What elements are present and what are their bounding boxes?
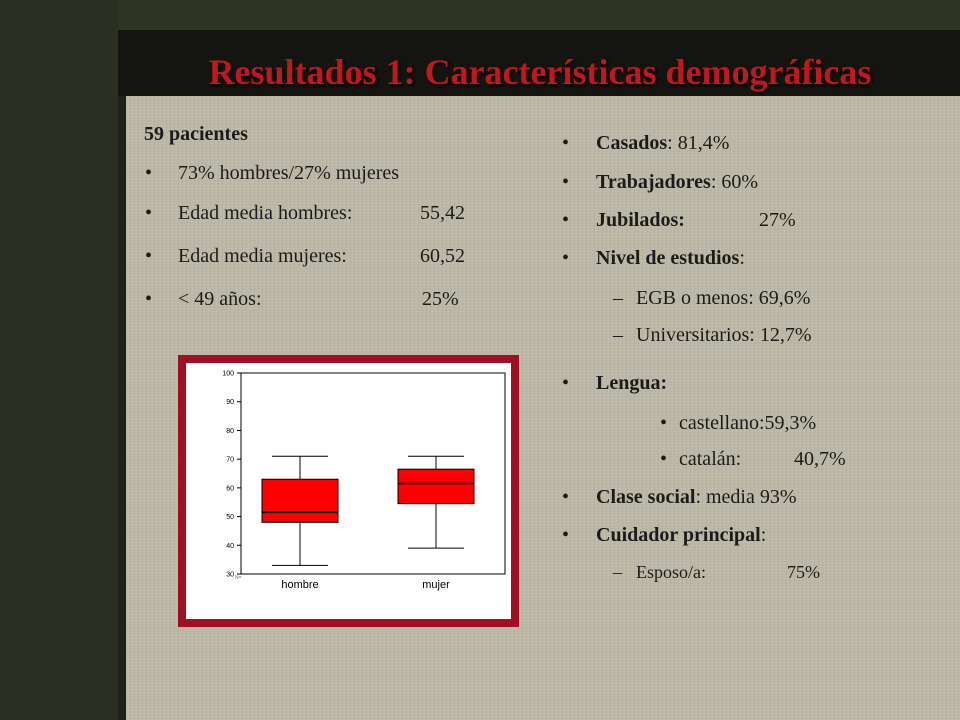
left-item-4-label: < 49 años: [178,288,262,310]
left-item-1-label: 73% hombres/27% mujeres [178,162,400,184]
right-item-estudios-rest: : [739,247,745,269]
left-item-3-value: 60,52 [420,245,465,267]
bullet: • [562,524,570,546]
right-item-jubilados-value: 27% [759,209,796,231]
y-tick-label: 40 [226,542,234,550]
left-heading: 59 pacientes [144,123,248,145]
chart-panel [186,363,511,619]
bullet: • [145,162,153,184]
left-item-4-value: 25% [422,288,459,310]
esposo-label: Esposo/a: [636,562,706,582]
y-tick-label: 30 [226,571,234,579]
bullet: • [660,412,668,434]
lengua-label: Lengua: [596,372,668,394]
right-item-trabajadores [596,170,758,194]
right-item-casados-rest: : 81,4% [667,132,730,154]
bullet: • [145,288,153,310]
bullet: • [562,171,570,193]
x-category-label: hombre [281,579,319,591]
n-label: N= [235,575,242,581]
y-tick-label: 70 [226,456,234,464]
chart-frame [178,355,519,627]
left-strip [0,0,118,720]
y-tick-label: 100 [222,370,234,378]
right-item-clase-bold: Clase social [596,486,696,508]
right-item-cuidador [596,523,766,547]
right-item-casados-bold: Casados [596,132,668,154]
esposo-value: 75% [787,562,820,582]
right-item-clase [596,485,797,509]
lengua-catalan-label: catalán: [679,448,742,470]
bullet: • [562,132,570,154]
box-mujer [398,469,474,503]
bullet: • [562,247,570,269]
estudios-dash: – [613,324,623,346]
box-hombre [262,479,338,522]
bullet: • [145,202,153,224]
lengua-castellano-value: 59,3% [764,412,817,434]
bullet: • [145,245,153,267]
lengua-castellano-label: castellano: [679,412,765,434]
esposo-dash: – [613,562,622,582]
bullet: • [562,209,570,231]
right-item-clase-rest: : media 93% [695,486,797,508]
lengua-catalan-value: 40,7% [794,448,846,470]
right-item-cuidador-bold: Cuidador principal [596,524,761,546]
right-item-trabajadores-bold: Trabajadores [596,171,711,193]
right-item-estudios-bold: Nivel de estudios [596,247,740,269]
right-item-trabajadores-rest: : 60% [710,171,759,193]
left-item-2-label: Edad media hombres: [178,202,353,224]
right-item-jubilados-label: Jubilados: [596,209,685,231]
y-tick-label: 60 [226,485,234,493]
x-category-label: mujer [422,579,450,591]
left-shadow [118,30,126,720]
estudios-egb: EGB o menos: 69,6% [636,287,811,309]
y-tick-label: 50 [226,514,234,522]
boxplot-chart [186,363,511,619]
lengua-castellano [679,411,816,435]
right-item-estudios [596,246,745,270]
right-item-cuidador-rest: : [760,524,767,546]
y-tick-label: 90 [226,399,234,407]
bullet: • [660,448,668,470]
slide-title: Resultados 1: Características demográficas [208,52,872,92]
bullet: • [562,486,570,508]
bullet: • [562,372,570,394]
estudios-dash: – [613,287,623,309]
left-item-2-value: 55,42 [420,202,465,224]
right-item-casados [596,131,729,155]
y-tick-label: 80 [226,427,234,435]
estudios-universitarios: Universitarios: 12,7% [636,324,812,346]
left-item-3-label: Edad media mujeres: [178,245,347,267]
